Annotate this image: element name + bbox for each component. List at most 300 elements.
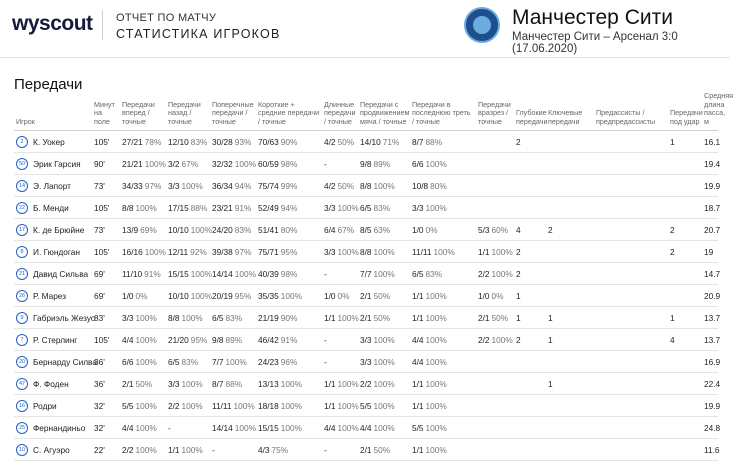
stat-value: 2/1 — [478, 312, 490, 323]
table-row — [14, 307, 718, 329]
stat-value: 1/1 — [412, 312, 424, 323]
stat-percent: 60% — [491, 224, 509, 235]
stat-value: 4/2 — [324, 180, 336, 191]
stat-cell — [546, 241, 594, 263]
stat-cell — [210, 197, 256, 219]
stat-percent: 100% — [425, 312, 447, 323]
player-cell — [14, 373, 92, 395]
passes-table — [14, 91, 733, 461]
stat-cell — [702, 395, 721, 417]
stat-cell — [256, 153, 322, 175]
stat-cell — [514, 263, 546, 285]
stat-value: 3/3 — [324, 202, 336, 213]
stat-percent: 90% — [280, 312, 298, 323]
stat-cell — [166, 131, 210, 153]
stat-value: 14/14 — [212, 422, 233, 433]
stat-percent: 100% — [135, 334, 157, 345]
stat-value: 4/4 — [412, 356, 424, 367]
stat-value: 16.9 — [704, 356, 721, 367]
column-header: Игрок — [14, 92, 92, 131]
stat-cell — [322, 329, 358, 351]
stat-cell — [702, 219, 721, 241]
stat-percent: 88% — [425, 136, 443, 147]
stat-cell — [668, 351, 702, 373]
stat-cell — [210, 417, 256, 439]
stat-cell — [668, 175, 702, 197]
stat-value: 4 — [516, 224, 521, 235]
stat-percent: 100% — [373, 180, 395, 191]
stat-cell — [210, 307, 256, 329]
stat-value: 2/1 — [360, 312, 372, 323]
stat-cell — [476, 351, 514, 373]
stat-cell — [594, 241, 668, 263]
stat-percent: 63% — [373, 224, 391, 235]
player-cell — [14, 241, 92, 263]
column-header: Глубокие передачи — [514, 92, 546, 131]
stat-cell — [476, 329, 514, 351]
stat-percent: 100% — [337, 202, 359, 213]
table-row — [14, 351, 718, 373]
stat-value: 39/38 — [212, 246, 233, 257]
stat-value: 2/2 — [122, 444, 134, 455]
stat-percent: 95% — [280, 246, 298, 257]
stat-percent: 69% — [140, 224, 157, 235]
stat-cell — [702, 131, 721, 153]
stat-cell — [594, 197, 668, 219]
stat-cell — [358, 417, 410, 439]
stat-cell — [120, 373, 166, 395]
team-name: Манчестер Сити — [512, 6, 673, 29]
stat-percent: 89% — [225, 334, 243, 345]
stat-percent: 100% — [491, 246, 513, 257]
stat-value: 1 — [548, 378, 553, 389]
stat-cell — [210, 131, 256, 153]
stat-cell — [668, 219, 702, 241]
stat-percent: 98% — [280, 268, 298, 279]
stat-value: 2/1 — [360, 290, 372, 301]
stat-cell — [546, 219, 594, 241]
stat-cell — [410, 263, 476, 285]
player-name: К. Уокер — [33, 136, 65, 147]
stat-cell — [92, 285, 120, 307]
column-header: Передачи вперед / точные — [120, 92, 166, 131]
stat-value: 8/5 — [360, 224, 372, 235]
stat-value: 4/4 — [412, 334, 424, 345]
section-title: Передачи — [14, 76, 83, 93]
stat-value: 1/0 — [478, 290, 490, 301]
stat-percent: 100% — [234, 422, 256, 433]
stat-value: 17/15 — [168, 202, 189, 213]
stat-cell — [410, 329, 476, 351]
stat-value: 20.9 — [704, 290, 721, 301]
stat-cell — [594, 439, 668, 461]
stat-cell — [668, 153, 702, 175]
player-name: Бернарду Силва — [33, 356, 97, 367]
stat-value: 12/10 — [168, 136, 189, 147]
stat-cell — [410, 307, 476, 329]
shirt-number-badge: 20 — [16, 356, 28, 368]
table-row — [14, 153, 718, 175]
stat-percent: 0% — [135, 290, 148, 301]
stat-cell — [476, 131, 514, 153]
stat-cell — [358, 307, 410, 329]
stat-percent: 95% — [190, 334, 208, 345]
stat-cell — [120, 219, 166, 241]
stat-value: 1/1 — [168, 444, 180, 455]
stat-value: 6/6 — [122, 356, 134, 367]
stat-cell — [322, 417, 358, 439]
player-cell — [14, 351, 97, 373]
stat-cell — [120, 351, 166, 373]
stat-cell — [92, 241, 120, 263]
stat-percent: 80% — [280, 224, 298, 235]
shirt-number-badge: 9 — [16, 312, 28, 324]
stat-cell — [514, 285, 546, 307]
wyscout-logo: wyscout — [12, 12, 93, 35]
stat-cell — [210, 263, 256, 285]
stat-cell — [594, 329, 668, 351]
stat-value: 16/16 — [122, 246, 143, 257]
stat-value: 1 — [670, 136, 675, 147]
stat-cell — [358, 439, 410, 461]
stat-percent: 50% — [135, 378, 153, 389]
stat-value: 14/10 — [360, 136, 381, 147]
stat-percent: 0% — [425, 224, 438, 235]
stat-percent: 100% — [280, 422, 302, 433]
stat-cell — [476, 285, 514, 307]
stat-cell — [166, 175, 210, 197]
stat-value: 83' — [94, 312, 105, 323]
table-row — [14, 373, 718, 395]
stat-value: 2/1 — [122, 378, 134, 389]
stat-value: 14.7 — [704, 268, 721, 279]
stat-cell — [668, 263, 702, 285]
stat-cell — [594, 175, 668, 197]
stat-percent: 88% — [225, 378, 243, 389]
stat-percent: 100% — [280, 378, 302, 389]
stat-cell — [166, 307, 210, 329]
stat-cell — [476, 263, 514, 285]
stat-cell — [702, 329, 721, 351]
stat-value: 52/49 — [258, 202, 279, 213]
stat-value: 69' — [94, 268, 105, 279]
table-row — [14, 219, 718, 241]
stat-value: 1/0 — [324, 290, 336, 301]
stat-cell — [256, 307, 322, 329]
stat-cell — [546, 263, 594, 285]
stat-cell — [256, 373, 322, 395]
stat-cell — [514, 219, 546, 241]
stat-cell — [668, 395, 702, 417]
stat-percent: 50% — [373, 290, 391, 301]
stat-cell — [702, 263, 721, 285]
stat-percent: 98% — [280, 158, 298, 169]
stat-value: 24/20 — [212, 224, 233, 235]
stat-percent: 0% — [491, 290, 504, 301]
stat-percent: 95% — [234, 290, 252, 301]
stat-cell — [322, 285, 358, 307]
stat-value: 3/3 — [168, 180, 180, 191]
stat-value: 69' — [94, 290, 105, 301]
stat-value: 1 — [670, 312, 675, 323]
stat-cell — [410, 417, 476, 439]
stat-percent: 96% — [280, 356, 298, 367]
stat-value: 2 — [670, 246, 675, 257]
stat-cell — [476, 219, 514, 241]
stat-percent: 100% — [225, 356, 247, 367]
stat-cell — [120, 197, 166, 219]
stat-cell — [668, 197, 702, 219]
stat-value: 1/1 — [412, 400, 424, 411]
stat-cell — [210, 219, 256, 241]
column-header: Передачи назад / точные — [166, 92, 210, 131]
stat-value: 14/14 — [212, 268, 233, 279]
stat-cell — [476, 197, 514, 219]
stat-cell — [210, 175, 256, 197]
shirt-number-badge: 26 — [16, 290, 28, 302]
stat-cell — [92, 329, 120, 351]
table-row — [14, 329, 718, 351]
stat-value: 13.7 — [704, 312, 721, 323]
stat-value: 105' — [94, 246, 110, 257]
table-row — [14, 241, 718, 263]
stat-cell — [514, 131, 546, 153]
stat-cell — [358, 351, 410, 373]
stat-value: 12/11 — [168, 246, 189, 257]
stat-percent: 100% — [190, 224, 212, 235]
stat-value: 4/2 — [324, 136, 336, 147]
stat-value: 19.9 — [704, 180, 721, 191]
stat-cell — [594, 219, 668, 241]
player-cell — [14, 153, 92, 175]
stat-cell — [322, 153, 358, 175]
stat-value: 8/8 — [168, 312, 180, 323]
stat-value: 7/7 — [212, 356, 224, 367]
stat-value: - — [324, 158, 327, 169]
stat-value: 9/8 — [360, 158, 372, 169]
player-cell — [14, 131, 92, 153]
shirt-number-badge: 22 — [16, 202, 28, 214]
stat-cell — [358, 263, 410, 285]
stat-percent: 92% — [190, 246, 207, 257]
stat-cell — [594, 285, 668, 307]
stat-cell — [410, 219, 476, 241]
stat-value: 27/21 — [122, 136, 143, 147]
player-cell — [14, 285, 92, 307]
stat-value: 13.7 — [704, 334, 721, 345]
stat-percent: 97% — [234, 246, 252, 257]
stat-cell — [702, 417, 721, 439]
stat-percent: 94% — [234, 180, 252, 191]
stat-percent: 50% — [373, 444, 391, 455]
stat-percent: 91% — [144, 268, 161, 279]
stat-cell — [210, 241, 256, 263]
stat-cell — [210, 373, 256, 395]
stat-percent: 83% — [190, 136, 208, 147]
stat-percent: 100% — [337, 312, 359, 323]
stat-value: 24/23 — [258, 356, 279, 367]
stat-cell — [594, 351, 668, 373]
stat-value: 1/0 — [122, 290, 134, 301]
stat-value: 1/1 — [412, 378, 424, 389]
stat-value: 2/1 — [360, 444, 372, 455]
stat-value: 19.9 — [704, 400, 721, 411]
stat-cell — [358, 395, 410, 417]
stat-value: 5/5 — [122, 400, 134, 411]
player-name: Эрик Гарсия — [33, 158, 81, 169]
stat-cell — [166, 197, 210, 219]
stat-cell — [120, 395, 166, 417]
stat-value: 30/28 — [212, 136, 233, 147]
stat-value: 23/21 — [212, 202, 233, 213]
stat-cell — [476, 417, 514, 439]
stat-percent: 100% — [425, 158, 447, 169]
stat-cell — [702, 285, 721, 307]
table-body — [14, 131, 721, 461]
stat-percent: 100% — [234, 268, 256, 279]
stat-cell — [668, 373, 702, 395]
stat-value: 3/2 — [168, 158, 180, 169]
player-cell — [14, 417, 92, 439]
stat-cell — [514, 241, 546, 263]
player-name: И. Гюндоган — [33, 246, 80, 257]
stat-percent: 89% — [373, 158, 391, 169]
stat-percent: 100% — [337, 378, 359, 389]
shirt-number-badge: 14 — [16, 180, 28, 192]
stat-cell — [514, 153, 546, 175]
stat-percent: 99% — [280, 180, 298, 191]
stat-value: 5/5 — [360, 400, 372, 411]
stat-value: 1/0 — [412, 224, 424, 235]
stat-value: 73' — [94, 224, 105, 235]
stat-cell — [410, 439, 476, 461]
stat-value: 6/4 — [324, 224, 336, 235]
stat-cell — [358, 131, 410, 153]
stat-percent: 100% — [491, 268, 513, 279]
stat-percent: 100% — [425, 290, 447, 301]
stat-value: 36/34 — [212, 180, 233, 191]
column-header: Минут на поле — [92, 92, 120, 131]
report-subtitle: ОТЧЕТ ПО МАТЧУ — [116, 12, 217, 24]
stat-percent: 83% — [234, 224, 252, 235]
stat-percent: 100% — [280, 290, 302, 301]
stat-cell — [120, 417, 166, 439]
stat-cell — [358, 285, 410, 307]
stat-value: 22' — [94, 444, 105, 455]
stat-value: 3/3 — [412, 202, 424, 213]
stat-cell — [166, 153, 210, 175]
stat-cell — [514, 417, 546, 439]
stat-cell — [120, 175, 166, 197]
stat-value: 60/59 — [258, 158, 279, 169]
table-row — [14, 263, 718, 285]
stat-cell — [322, 373, 358, 395]
stat-percent: 100% — [135, 312, 157, 323]
stat-cell — [166, 219, 210, 241]
player-name: Ф. Фоден — [33, 378, 69, 389]
stat-value: 105' — [94, 334, 110, 345]
stat-value: 36' — [94, 356, 105, 367]
stat-value: 6/5 — [212, 312, 224, 323]
stat-cell — [166, 351, 210, 373]
stat-value: 7/7 — [360, 268, 372, 279]
stat-value: 11.6 — [704, 444, 720, 455]
stat-value: 6/5 — [412, 268, 424, 279]
stat-value: 70/63 — [258, 136, 279, 147]
player-name: Габриэль Жезус — [33, 312, 96, 323]
column-header: Передачи в последнюю треть / точные — [410, 92, 476, 131]
column-header: Средняя длина пасса, м — [702, 92, 718, 131]
stat-cell — [256, 241, 322, 263]
player-name: Фернандиньо — [33, 422, 86, 433]
stat-percent: 0% — [337, 290, 350, 301]
stat-value: 4/4 — [122, 422, 134, 433]
stat-percent: 88% — [190, 202, 208, 213]
stat-percent: 100% — [233, 400, 255, 411]
stat-value: 75/71 — [258, 246, 279, 257]
stat-percent: 91% — [234, 202, 252, 213]
stat-cell — [256, 395, 322, 417]
stat-value: - — [324, 356, 327, 367]
stat-percent: 80% — [430, 180, 447, 191]
stat-percent: 100% — [337, 422, 359, 433]
stat-percent: 71% — [382, 136, 400, 147]
stat-cell — [546, 329, 594, 351]
stat-value: - — [168, 422, 171, 433]
stat-cell — [546, 131, 594, 153]
stat-percent: 100% — [373, 356, 395, 367]
stat-value: 2/2 — [478, 334, 490, 345]
stat-value: 3/3 — [324, 246, 336, 257]
stat-cell — [702, 373, 721, 395]
stat-cell — [322, 351, 358, 373]
stat-value: 2 — [516, 136, 521, 147]
stat-cell — [514, 373, 546, 395]
stat-cell — [322, 219, 358, 241]
stat-percent: 100% — [373, 268, 395, 279]
stat-value: 1/1 — [412, 290, 424, 301]
stat-percent: 83% — [425, 268, 443, 279]
stat-value: 1 — [548, 312, 553, 323]
stat-cell — [256, 131, 322, 153]
stat-value: 19 — [704, 246, 714, 257]
stat-cell — [92, 373, 120, 395]
stat-cell — [210, 153, 256, 175]
stat-cell — [210, 285, 256, 307]
stat-value: 32' — [94, 422, 105, 433]
stat-value: 6/6 — [412, 158, 424, 169]
stat-value: 8/8 — [360, 246, 372, 257]
stat-value: 3/3 — [360, 334, 372, 345]
stat-cell — [546, 285, 594, 307]
stat-cell — [358, 153, 410, 175]
stat-value: 1 — [516, 290, 521, 301]
player-cell — [14, 329, 92, 351]
stat-value: 15/15 — [168, 268, 189, 279]
stat-value: 105' — [94, 202, 110, 213]
stat-value: 15/15 — [258, 422, 279, 433]
stat-cell — [210, 329, 256, 351]
stat-cell — [668, 307, 702, 329]
player-cell — [14, 307, 96, 329]
stat-cell — [358, 329, 410, 351]
stat-cell — [410, 373, 476, 395]
stat-cell — [92, 131, 120, 153]
stat-cell — [92, 263, 120, 285]
stat-value: 2 — [516, 334, 521, 345]
stat-cell — [410, 153, 476, 175]
stat-percent: 100% — [234, 158, 256, 169]
